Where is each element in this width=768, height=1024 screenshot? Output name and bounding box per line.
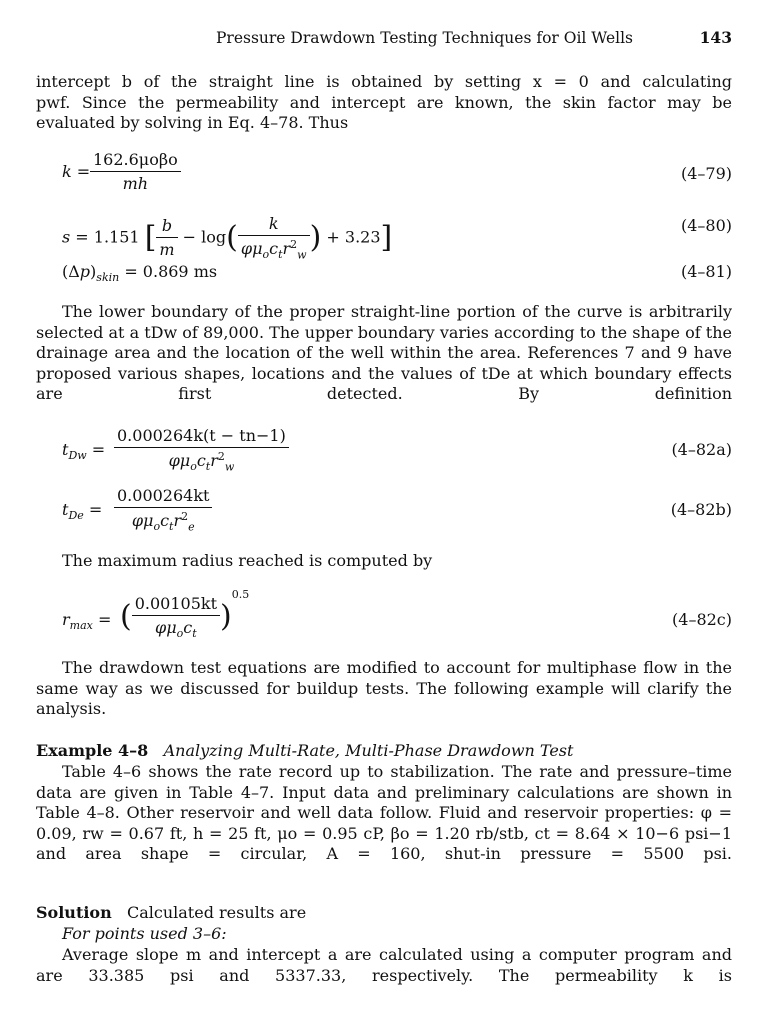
equation-4-79: k = $\frac{\text{162.6μoβo}}{mh}$ (4–79): [62, 150, 732, 193]
paragraph-line: pwf. Since the permeability and intercept are known, the skin factor may be: [36, 92, 732, 112]
paragraph-text: The drawdown test equations are modified to account for multiphase flow in the same way as we discussed for buildup tests. The following example will clarify the analysis.: [36, 658, 732, 718]
equation-number: (4–82c): [672, 610, 732, 629]
equation-fraction: [90, 150, 181, 193]
equation-4-82c: $r_{max}$ = ( $\frac{0.00105kt}{\varphi\mu_oc_t}$ )$^{0.5}$ (4–82c): [62, 588, 732, 641]
page-number: 143: [699, 28, 732, 47]
equation-numerator: 0.00105kt: [132, 594, 220, 616]
example-body: [36, 762, 732, 865]
running-title: Pressure Drawdown Testing Techniques for Oil Wells: [216, 29, 634, 47]
solution-subheading: [36, 924, 732, 945]
equation-constant: + 3.23: [326, 227, 381, 247]
paragraph-line: evaluated by solving in Eq. 4–78. Thus: [36, 113, 349, 132]
solution-intro: Calculated results are: [126, 903, 307, 922]
equation-coefficient: 1.151: [93, 227, 140, 247]
paragraph-text: Average slope m and intercept a are calculated using a computer program and are 33.385 psi and 5337.33, respectively. The permeability k is: [36, 945, 732, 985]
equation-rhs: = 0.869 ms: [124, 262, 218, 281]
paragraph-text: The lower boundary of the proper straight-line portion of the curve is arbitrarily selected at a tDw of 89,000. The upper boundary varies according to the shape of the drainage area and the location of the well within the area. References 7 and 9 have proposed various shapes, locations and the values of tDe at which boundary effects are first detected. By definition: [36, 302, 732, 403]
equation-number: (4–79): [680, 164, 732, 183]
equation-numerator: 0.000264k(t − tn−1): [114, 426, 289, 448]
example-number: Example 4–8: [36, 741, 149, 760]
equation-number: (4–81): [680, 262, 732, 281]
equation-numerator: 0.000264kt: [114, 486, 212, 508]
equation-4-81: $(\Delta p)_{skin} = 0.869$ ms (4–81): [62, 262, 732, 285]
equation-4-80: s = 1.151 [ $\frac{b}{m}$ − log( $\frac{k}{\varphi\mu_oc_tr^2_w}$ ) + 3.23] (4–80): [62, 214, 732, 262]
paragraph-max-radius: [36, 551, 732, 572]
example-title: Analyzing Multi-Rate, Multi-Phase Drawdown Test: [163, 741, 574, 760]
solution-label: Solution: [36, 903, 112, 922]
equation-4-82b: $t_{De}$ = $\frac{0.000264kt}{\varphi\mu_oc_tr^2_e}$ (4–82b): [62, 486, 732, 534]
equation-4-82a: $t_{Dw}$ = $\frac{0.000264k(t - tn-1)}{\varphi\mu_oc_tr^2_w}$ (4–82a): [62, 426, 732, 474]
paragraph-line: intercept b of the straight line is obtained by setting x = 0 and calculating: [36, 72, 732, 91]
equation-numerator: 162.6μoβo: [90, 150, 181, 172]
equation-exponent: 0.5: [231, 588, 250, 601]
solution-body: [36, 945, 732, 986]
paragraph-text: Table 4–6 shows the rate record up to stabilization. The rate and pressure–time data are given in Table 4–7. Input data and preliminary calculations are shown in Table 4–8. Other reservoir and well data follow. Fluid and reservoir properties: φ = 0.09, rw = 0.67 ft, h = 25 ft, μo = 0.95 cP, βo = 1.20 rb/stb, ct = 8.64 × 10−6 psi−1 and area shape = circular, A = 160, shut-in pressure = 5500 psi.: [36, 762, 732, 863]
equation-denominator: mh: [122, 174, 149, 193]
equation-number: (4–80): [680, 216, 732, 235]
running-header: [216, 28, 732, 47]
example-heading: [36, 741, 732, 762]
paragraph-intercept: [36, 72, 732, 134]
solution-heading: [36, 903, 732, 924]
solution-subhead: For points used 3–6:: [62, 924, 227, 943]
paragraph-multiphase: [36, 658, 732, 720]
paragraph-text: The maximum radius reached is computed by: [62, 551, 433, 570]
equation-number: (4–82a): [671, 440, 732, 459]
paragraph-boundary: [36, 302, 732, 405]
equation-number: (4–82b): [670, 500, 732, 519]
